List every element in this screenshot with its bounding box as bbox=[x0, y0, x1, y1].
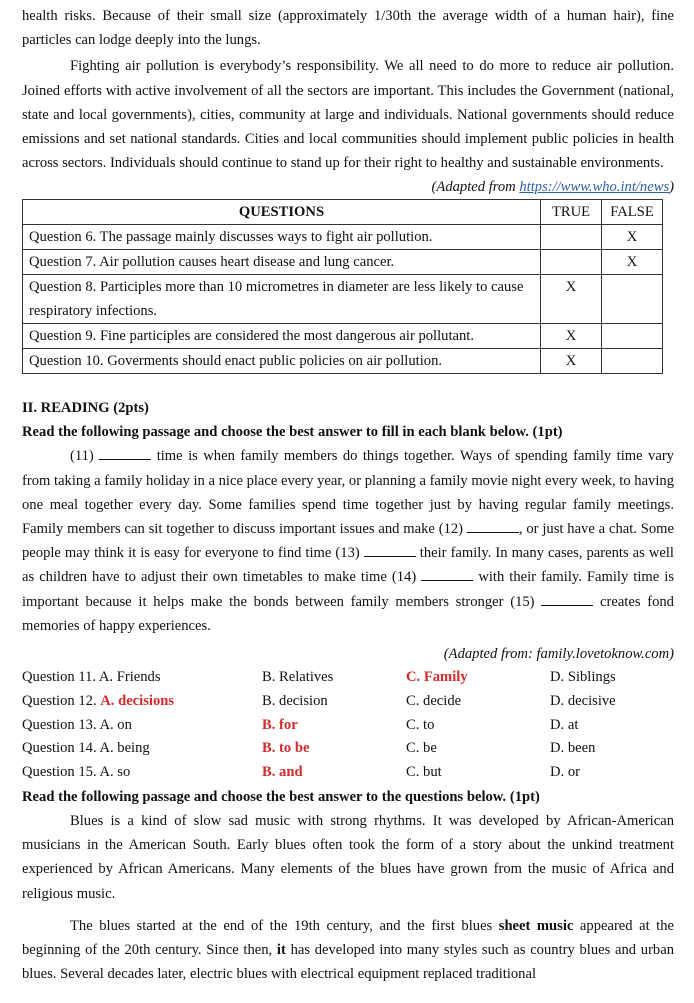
option-b[interactable]: B. for bbox=[262, 716, 298, 733]
cloze-text: time is when family members do things together. Ways of spending family time vary from taking a family holiday in a nice place every year, or planning a family movie night every week, to having one meal together every day. Some families spend time together just by having regular family meetings. Family members can sit together to discuss important issues and make bbox=[22, 448, 674, 538]
option-cell bbox=[262, 690, 406, 714]
option-cell bbox=[406, 666, 550, 690]
option-d[interactable]: D. at bbox=[550, 716, 579, 733]
option-b[interactable]: B. to be bbox=[262, 740, 310, 757]
false-mark bbox=[602, 275, 663, 324]
option-cell bbox=[262, 737, 406, 761]
option-cell bbox=[550, 737, 674, 761]
blues-paragraph: Blues is a kind of slow sad music with strong rhythms. It was developed by African-American musicians in the American South. Early blues often took the form of a story about the unkind treatment experienced by African Americans. Many elements of the blues have grown from the music of Africa and religious music. bbox=[22, 813, 674, 902]
blank-line bbox=[421, 566, 473, 581]
option-c[interactable]: C. but bbox=[406, 764, 442, 781]
table-row bbox=[23, 349, 663, 374]
option-d[interactable]: D. or bbox=[550, 764, 580, 781]
question-label: Question 13. bbox=[22, 716, 97, 733]
option-a[interactable]: A. on bbox=[99, 716, 132, 733]
blank-number-11: (11) bbox=[70, 448, 94, 465]
true-mark: X bbox=[541, 349, 602, 374]
header-true: TRUE bbox=[541, 200, 602, 225]
blues-text: appeared at the beginning of the 20th century. Since then, bbox=[22, 917, 674, 959]
instruction-cloze: Read the following passage and choose the best answer to fill in each blank below. (1pt) bbox=[22, 424, 563, 441]
blues-text: The blues started at the end of the 19th century, and the first blues bbox=[70, 917, 493, 934]
blank-line bbox=[541, 591, 593, 606]
option-a[interactable]: A. so bbox=[99, 764, 131, 781]
question-label: Question 15. bbox=[22, 764, 97, 781]
table-row bbox=[23, 250, 663, 275]
option-cell bbox=[406, 690, 550, 714]
question-text: Question 10. Goverments should enact public policies on air pollution. bbox=[23, 349, 541, 374]
question-row bbox=[22, 737, 674, 761]
option-b[interactable]: B. Relatives bbox=[262, 669, 334, 686]
keyword-sheet-music: sheet music bbox=[498, 917, 574, 934]
blues-text: has developed into many styles such as country blues and urban blues. Several decades later, electric blues with electrical equipment replaced traditional bbox=[22, 942, 675, 983]
blank-number-15: (15) bbox=[510, 593, 535, 610]
true-mark bbox=[541, 225, 602, 250]
question-row bbox=[22, 761, 674, 785]
option-d[interactable]: D. decisive bbox=[550, 692, 616, 709]
answer-options-table bbox=[22, 666, 674, 785]
true-mark bbox=[541, 250, 602, 275]
source-prefix: (Adapted from bbox=[431, 179, 520, 196]
header-false: FALSE bbox=[602, 200, 663, 225]
passage-paragraph: health risks. Because of their small size (approximately 1/30th the average width of a human hair), fine particles can lodge deeply into the lungs. bbox=[22, 8, 674, 49]
option-cell bbox=[262, 666, 406, 690]
blank-line bbox=[364, 542, 416, 557]
blank-line bbox=[467, 518, 519, 533]
question-label: Question 11. bbox=[22, 669, 97, 686]
question-text: Question 7. Air pollution causes heart disease and lung cancer. bbox=[23, 250, 541, 275]
question-label: Question 14. bbox=[22, 740, 97, 757]
source-citation bbox=[22, 175, 674, 199]
true-mark: X bbox=[541, 275, 602, 324]
option-a[interactable]: A. being bbox=[99, 740, 150, 757]
option-b[interactable]: B. and bbox=[262, 764, 303, 781]
header-questions: QUESTIONS bbox=[23, 200, 541, 225]
option-cell bbox=[550, 690, 674, 714]
option-cell bbox=[22, 690, 262, 714]
option-a[interactable]: A. Friends bbox=[98, 669, 161, 686]
option-cell bbox=[550, 666, 674, 690]
section-title: II. READING (2pts) bbox=[22, 400, 149, 417]
option-cell bbox=[550, 714, 674, 738]
option-cell bbox=[22, 761, 262, 785]
blank-line bbox=[99, 445, 151, 460]
option-c[interactable]: C. be bbox=[406, 740, 437, 757]
source-citation-2: (Adapted from: family.lovetoknow.com) bbox=[443, 646, 674, 663]
false-mark: X bbox=[602, 250, 663, 275]
question-row bbox=[22, 690, 674, 714]
question-row bbox=[22, 666, 674, 690]
option-cell bbox=[262, 714, 406, 738]
false-mark bbox=[602, 324, 663, 349]
false-mark: X bbox=[602, 225, 663, 250]
keyword-it: it bbox=[276, 942, 286, 959]
passage-paragraph: Fighting air pollution is everybody’s responsibility. We all need to do more to reduce air pollution. Joined efforts with active involvement of all the sectors are important. This includes the Government (national, state and local governments), cities, community at large and individuals. National governments should reduce emissions and set national standards. Cities and local communities should implement public policies in health across sectors. Individuals should continue to stand up for their right to healthy and sustainable environments. bbox=[22, 58, 674, 172]
option-cell bbox=[22, 666, 262, 690]
source-suffix: ) bbox=[669, 179, 674, 196]
table-row bbox=[23, 324, 663, 349]
cloze-text: creates fond memories of happy experiences. bbox=[22, 593, 674, 634]
option-c[interactable]: C. to bbox=[406, 716, 435, 733]
option-b[interactable]: B. decision bbox=[262, 692, 328, 709]
table-header-row bbox=[23, 200, 663, 225]
question-text: Question 9. Fine participles are considered the most dangerous air pollutant. bbox=[23, 324, 541, 349]
document-page bbox=[0, 4, 694, 986]
instruction-reading: Read the following passage and choose the best answer to the questions below. (1pt) bbox=[22, 789, 540, 806]
cloze-text: with their family. Family time is important because it helps make the bonds between family members stronger bbox=[22, 569, 675, 610]
option-cell bbox=[262, 761, 406, 785]
blank-number-13: (13) bbox=[335, 545, 360, 562]
option-c[interactable]: C. Family bbox=[406, 669, 468, 686]
option-cell bbox=[406, 761, 550, 785]
cloze-passage bbox=[22, 444, 674, 638]
question-text: Question 6. The passage mainly discusses ways to fight air pollution. bbox=[23, 225, 541, 250]
source-link[interactable]: https://www.who.int/news bbox=[519, 179, 670, 196]
question-row bbox=[22, 714, 674, 738]
option-cell bbox=[22, 737, 262, 761]
option-a[interactable]: A. decisions bbox=[100, 692, 175, 709]
cloze-text: , or just have a chat. Some people may think it is easy for everyone to find time bbox=[22, 521, 674, 562]
blank-number-12: (12) bbox=[438, 521, 464, 538]
blank-number-14: (14) bbox=[391, 569, 417, 586]
cloze-text: their family. In many cases, parents as well as children have to adjust their own timetables to make time bbox=[22, 545, 674, 586]
option-c[interactable]: C. decide bbox=[406, 692, 462, 709]
option-d[interactable]: D. Siblings bbox=[550, 669, 616, 686]
table-row bbox=[23, 275, 663, 324]
option-cell bbox=[406, 737, 550, 761]
question-label: Question 12. bbox=[22, 692, 97, 709]
question-text: Question 8. Participles more than 10 micrometres in diameter are less likely to cause respiratory infections. bbox=[23, 275, 541, 324]
blues-paragraph bbox=[22, 914, 674, 987]
option-cell bbox=[406, 714, 550, 738]
option-d[interactable]: D. been bbox=[550, 740, 596, 757]
true-mark: X bbox=[541, 324, 602, 349]
option-cell bbox=[550, 761, 674, 785]
table-row bbox=[23, 225, 663, 250]
false-mark bbox=[602, 349, 663, 374]
true-false-table bbox=[22, 199, 663, 374]
option-cell bbox=[22, 714, 262, 738]
